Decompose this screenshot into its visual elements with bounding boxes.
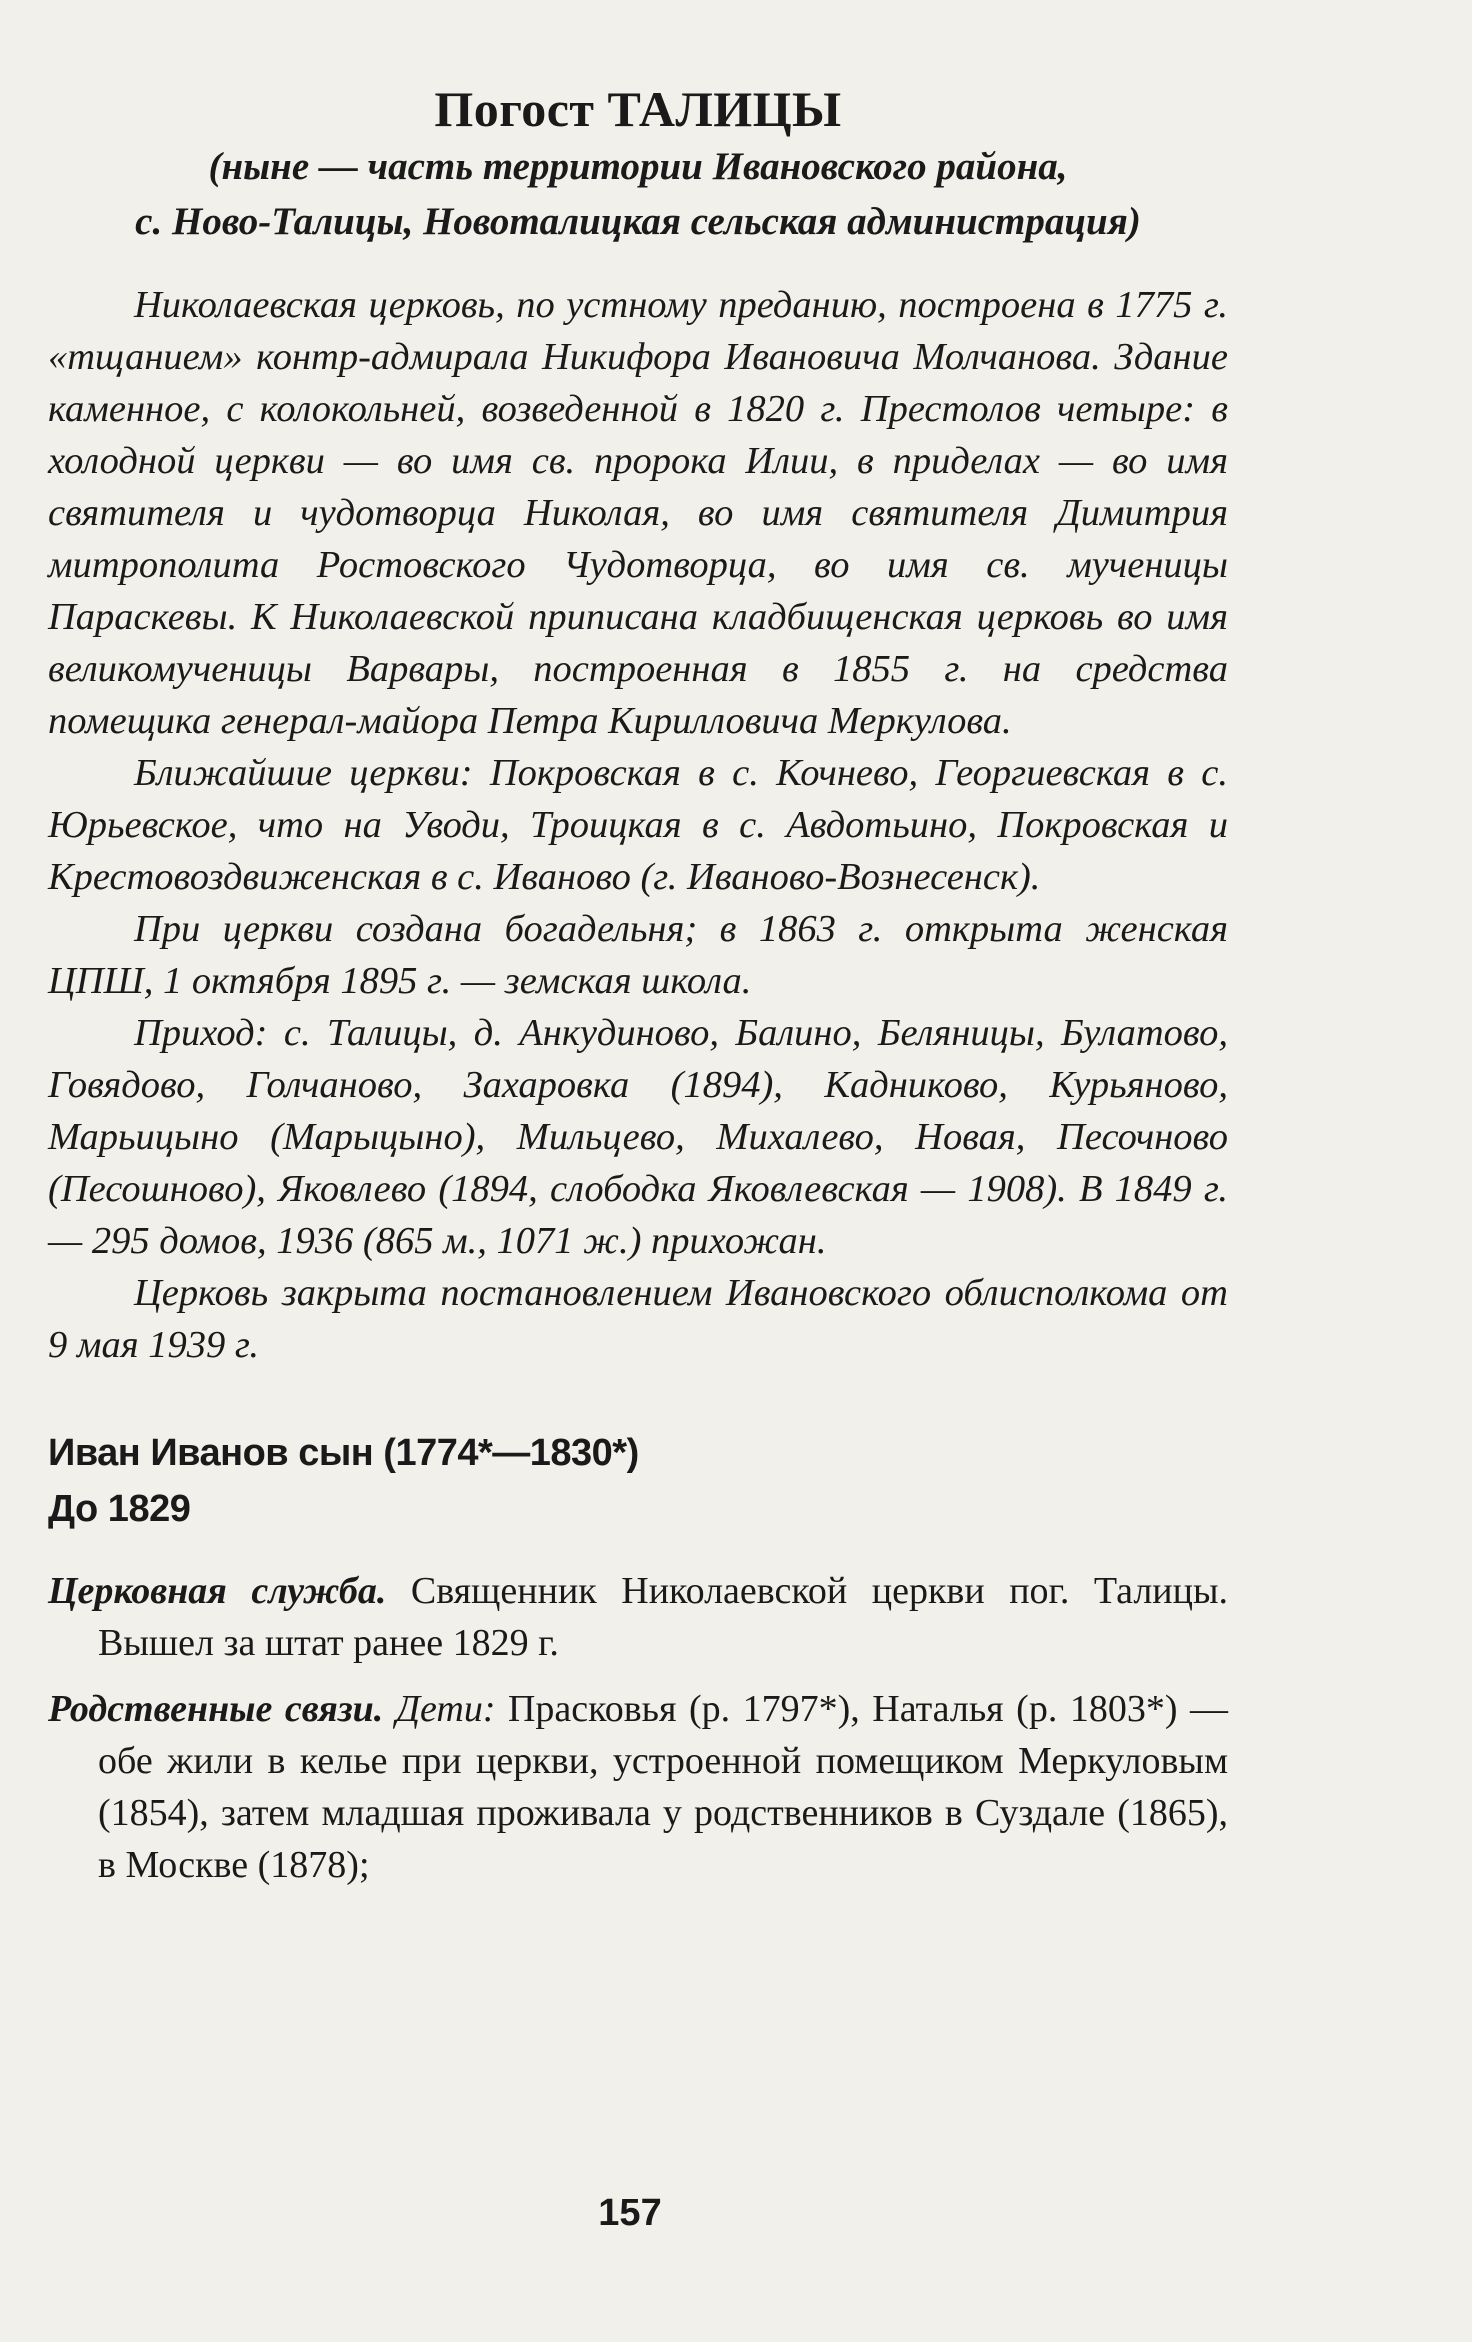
entry-name: Иван Иванов сын (1774*—1830*) <box>48 1432 639 1474</box>
relations-text: Прасковья (р. 1797*), Наталья (р. 1803*) — обе жили в келье при церкви, устроенной помещиком Меркуловым (1854), затем младшая проживала у родственников в Суздале (1865), в Москве (1878); <box>98 1688 1228 1886</box>
page-content <box>48 82 1228 1905</box>
service-label: Церковная служба. <box>48 1570 387 1612</box>
subtitle-line-1: (ныне — часть территории Ивановского района, <box>208 145 1068 188</box>
entry-period: До 1829 <box>48 1488 191 1530</box>
intro-paragraph-schools: При церкви создана богадельня; в 1863 г. открыта женская ЦПШ, 1 октября 1895 г. — земская школа. <box>48 908 1228 1002</box>
subtitle-line-2: с. Ново-Талицы, Новоталицкая сельская администрация) <box>135 200 1141 243</box>
service-text: Священник Николаевской церкви пог. Талицы. Вышел за штат ранее 1829 г. <box>98 1570 1228 1664</box>
relations-label: Родственные связи. <box>48 1688 384 1730</box>
intro-text <box>48 279 1228 1371</box>
intro-paragraph-nearby-churches: Ближайшие церкви: Покровская в с. Кочнево, Георгиевская в с. Юрьевское, что на Уводи, Троицкая в с. Авдотьино, Покровская и Крестовоздвиженская в с. Иваново (г. Иваново-Вознесенск). <box>48 752 1228 898</box>
biography-entry <box>48 1425 1228 1891</box>
entry-section-service <box>48 1565 1228 1669</box>
page-number: 157 <box>598 2192 662 2234</box>
intro-paragraph-parish: Приход: с. Талицы, д. Анкудиново, Балино, Беляницы, Булатово, Говядово, Голчаново, Захаровка (1894), Кадниково, Курьяново, Марьицыно (Марыцыно), Мильцево, Михалево, Новая, Песочново (Песошново), Яковлево (1894, слободка Яковлевская — 1908). В 1849 г. — 295 домов, 1936 (865 м., 1071 ж.) прихожан. <box>48 1012 1228 1262</box>
children-label: Дети: <box>395 1688 496 1730</box>
intro-paragraph-history: Николаевская церковь, по устному преданию, построена в 1775 г. «тщанием» контр-адмирала Никифора Ивановича Молчанова. Здание каменное, с колокольней, возведенной в 1820 г. Престолов четыре: в холодной церкви — во имя св. пророка Илии, в приделах — во имя святителя и чудотворца Николая, во имя святителя Димитрия митрополита Ростовского Чудотворца, во имя св. мученицы Параскевы. К Николаевской приписана кладбищенская церковь во имя великомученицы Варвары, построенная в 1855 г. на средства помещика генерал-майора Петра Кирилловича Меркулова. <box>48 284 1228 742</box>
page-subtitle <box>48 139 1228 249</box>
entry-section-relations <box>48 1683 1228 1891</box>
intro-paragraph-closure: Церковь закрыта постановлением Ивановского облисполкома от 9 мая 1939 г. <box>48 1272 1228 1366</box>
page-title: Погост ТАЛИЦЫ <box>434 81 842 137</box>
